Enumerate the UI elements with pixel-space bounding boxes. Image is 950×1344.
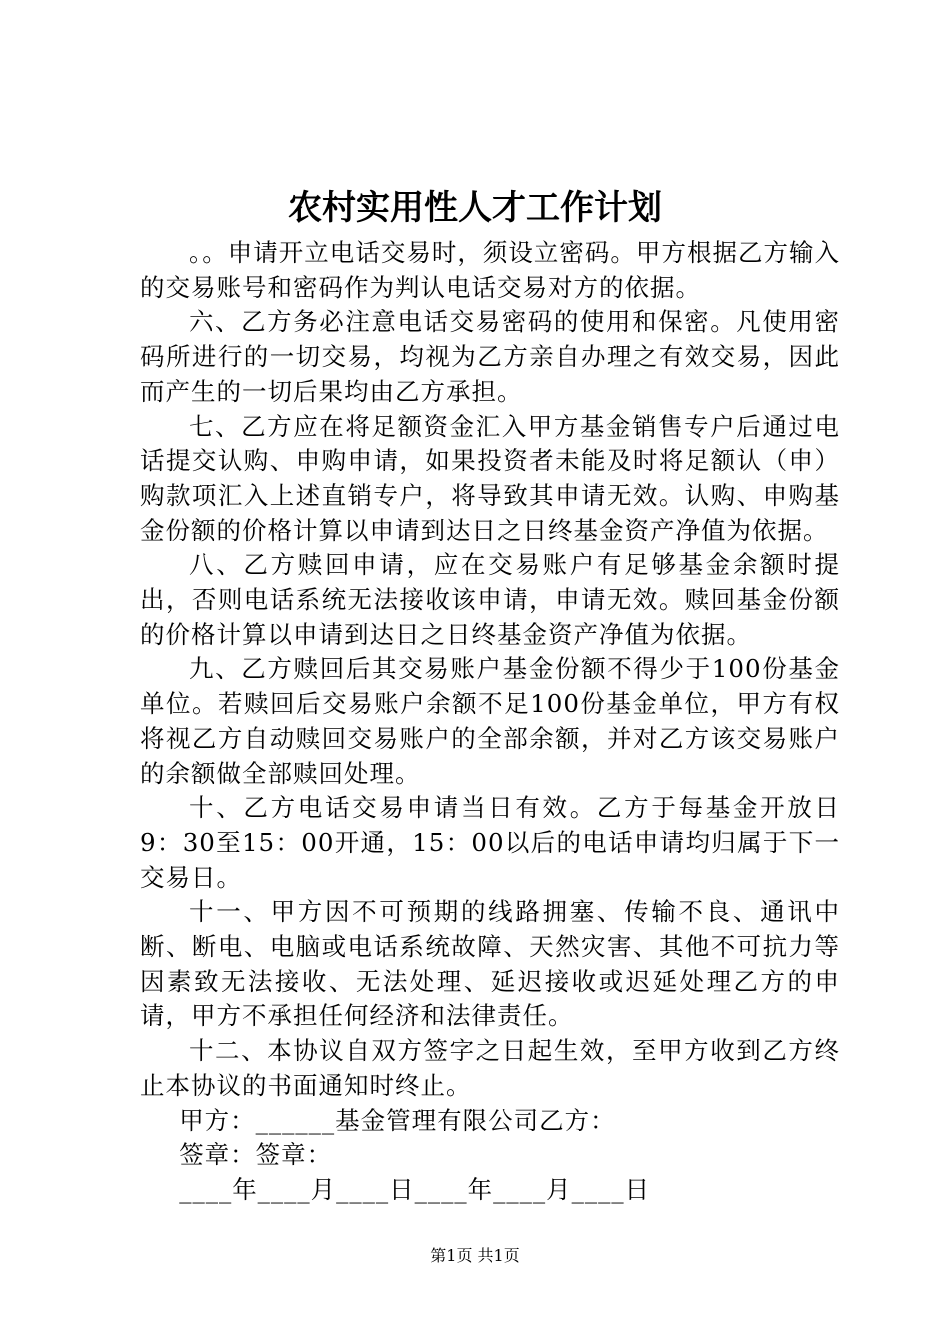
- paragraph-clause-9: 九、乙方赎回后其交易账户基金份额不得少于100份基金单位。若赎回后交易账户余额不足100份基金单位，甲方有权将视乙方自动赎回交易账户的全部余额，并对乙方该交易账户的余额做全部赎回处理。: [140, 654, 840, 788]
- document-body: [140, 236, 840, 1208]
- signature-parties-line: 甲方：______基金管理有限公司乙方：: [179, 1105, 616, 1135]
- paragraph-clause-7: 七、乙方应在将足额资金汇入甲方基金销售专户后通过电话提交认购、申购申请，如果投资者未能及时将足额认（申）购款项汇入上述直销专户，将导致其申请无效。认购、申购基金份额的价格计算以申请到达日之日终基金资产净值为依据。: [140, 411, 840, 545]
- paragraph-clause-12: 十二、本协议自双方签字之日起生效，至甲方收到乙方终止本协议的书面通知时终止。: [140, 1036, 840, 1100]
- paragraph-clause-11: 十一、甲方因不可预期的线路拥塞、传输不良、通讯中断、断电、电脑或电话系统故障、天然灾害、其他不可抗力等因素致无法接收、无法处理、延迟接收或迟延处理乙方的申请，甲方不承担任何经济和法律责任。: [140, 897, 840, 1031]
- signature-date-line: ____年____月____日____年____月____日: [179, 1174, 651, 1204]
- paragraph-clause-8: 八、乙方赎回申请，应在交易账户有足够基金余额时提出，否则电话系统无法接收该申请，申请无效。赎回基金份额的价格计算以申请到达日之日终基金资产净值为依据。: [140, 550, 840, 649]
- paragraph-password: 。。申请开立电话交易时，须设立密码。甲方根据乙方输入的交易账号和密码作为判认电话交易对方的依据。: [140, 238, 840, 302]
- paragraph-clause-10: 十、乙方电话交易申请当日有效。乙方于每基金开放日9：30至15：00开通，15：00以后的电话申请均归属于下一交易日。: [140, 793, 840, 892]
- paragraph-clause-6: 六、乙方务必注意电话交易密码的使用和保密。凡使用密码所进行的一切交易，均视为乙方亲自办理之有效交易，因此而产生的一切后果均由乙方承担。: [140, 307, 840, 406]
- page-title: 农村实用性人才工作计划: [288, 188, 662, 228]
- page-footer: 第1页 共1页: [430, 1246, 520, 1265]
- signature-seal-line: 签章：签章：: [179, 1140, 333, 1170]
